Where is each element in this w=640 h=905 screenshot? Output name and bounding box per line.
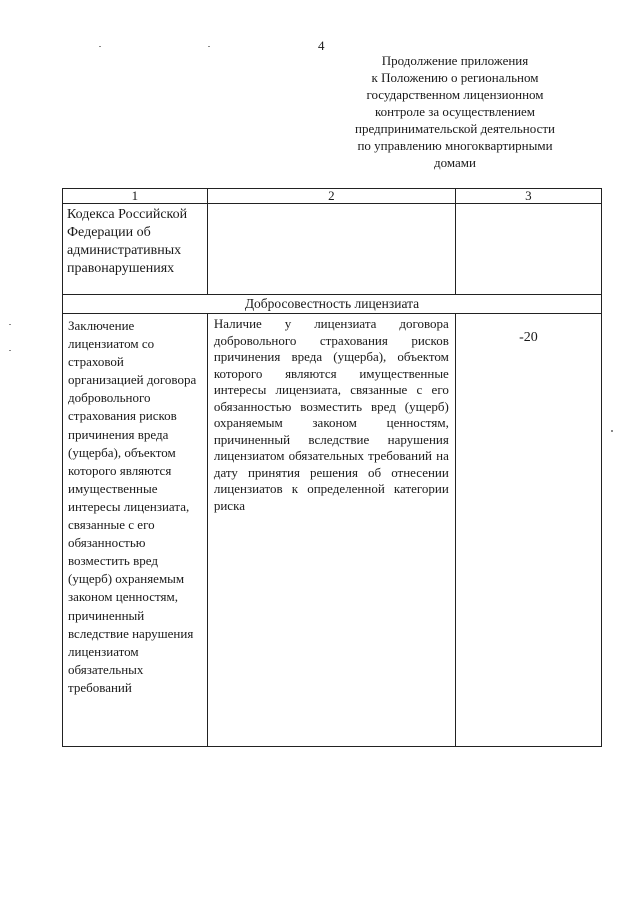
appendix-note-line: к Положению о региональном xyxy=(371,70,539,85)
table-cell xyxy=(63,204,208,295)
appendix-note xyxy=(330,52,580,171)
cell-text: Кодекса Российской Федерации об административных правонарушениях xyxy=(67,207,188,276)
appendix-note-line: домами xyxy=(434,155,476,170)
scan-mark xyxy=(9,324,11,325)
appendix-note-line: предпринимательской деятельности xyxy=(355,121,555,136)
appendix-note-line: контроле за осуществлением xyxy=(374,104,536,119)
table-cell xyxy=(63,314,208,747)
page-number: 4 xyxy=(318,38,325,53)
indicator-text: Наличие у лицензиата договора добровольного страхования рисков причинения вреда (ущерба), объектом которого являются имущественные интересы лицензиата, связанные с его обязанностью возместить вред (ущерб) охраняемым законом ценностям, причиненный вследствие нарушения лицензиатом обязательных требований на дату принятия решения об отнесении лицензиатов к определенной категории риска xyxy=(213,316,449,513)
scan-mark xyxy=(208,46,210,47)
column-header: 1 xyxy=(63,189,208,204)
criteria-table xyxy=(62,188,602,747)
table-row xyxy=(63,204,602,295)
table-header-row xyxy=(63,189,602,204)
appendix-note-line: государственном лицензионном xyxy=(366,87,544,102)
scan-mark xyxy=(611,430,613,432)
section-title: Добросовестность лицензиата xyxy=(63,295,602,314)
column-header: 3 xyxy=(455,189,601,204)
table-cell xyxy=(207,204,455,295)
table-cell xyxy=(455,314,601,747)
criterion-text: Заключение лицензиатом со страховой организацией договора добровольного страхования рисков причинения вреда (ущерба), объектом которого являются имущественные интересы лицензиата, связанные с его обязанностью возместить вред (ущерб) охраняемым законом ценностям, причиненный вследствие нарушения лицензиатом обязательных требований xyxy=(68,318,197,695)
score-value: -20 xyxy=(519,330,538,345)
table-cell xyxy=(207,314,455,747)
column-header: 2 xyxy=(207,189,455,204)
section-row xyxy=(63,295,602,314)
table-cell xyxy=(455,204,601,295)
scan-mark xyxy=(99,46,101,47)
appendix-note-line: по управлению многоквартирными xyxy=(357,138,553,153)
scan-mark xyxy=(9,350,11,351)
appendix-note-line: Продолжение приложения xyxy=(381,53,529,68)
table-row xyxy=(63,314,602,747)
